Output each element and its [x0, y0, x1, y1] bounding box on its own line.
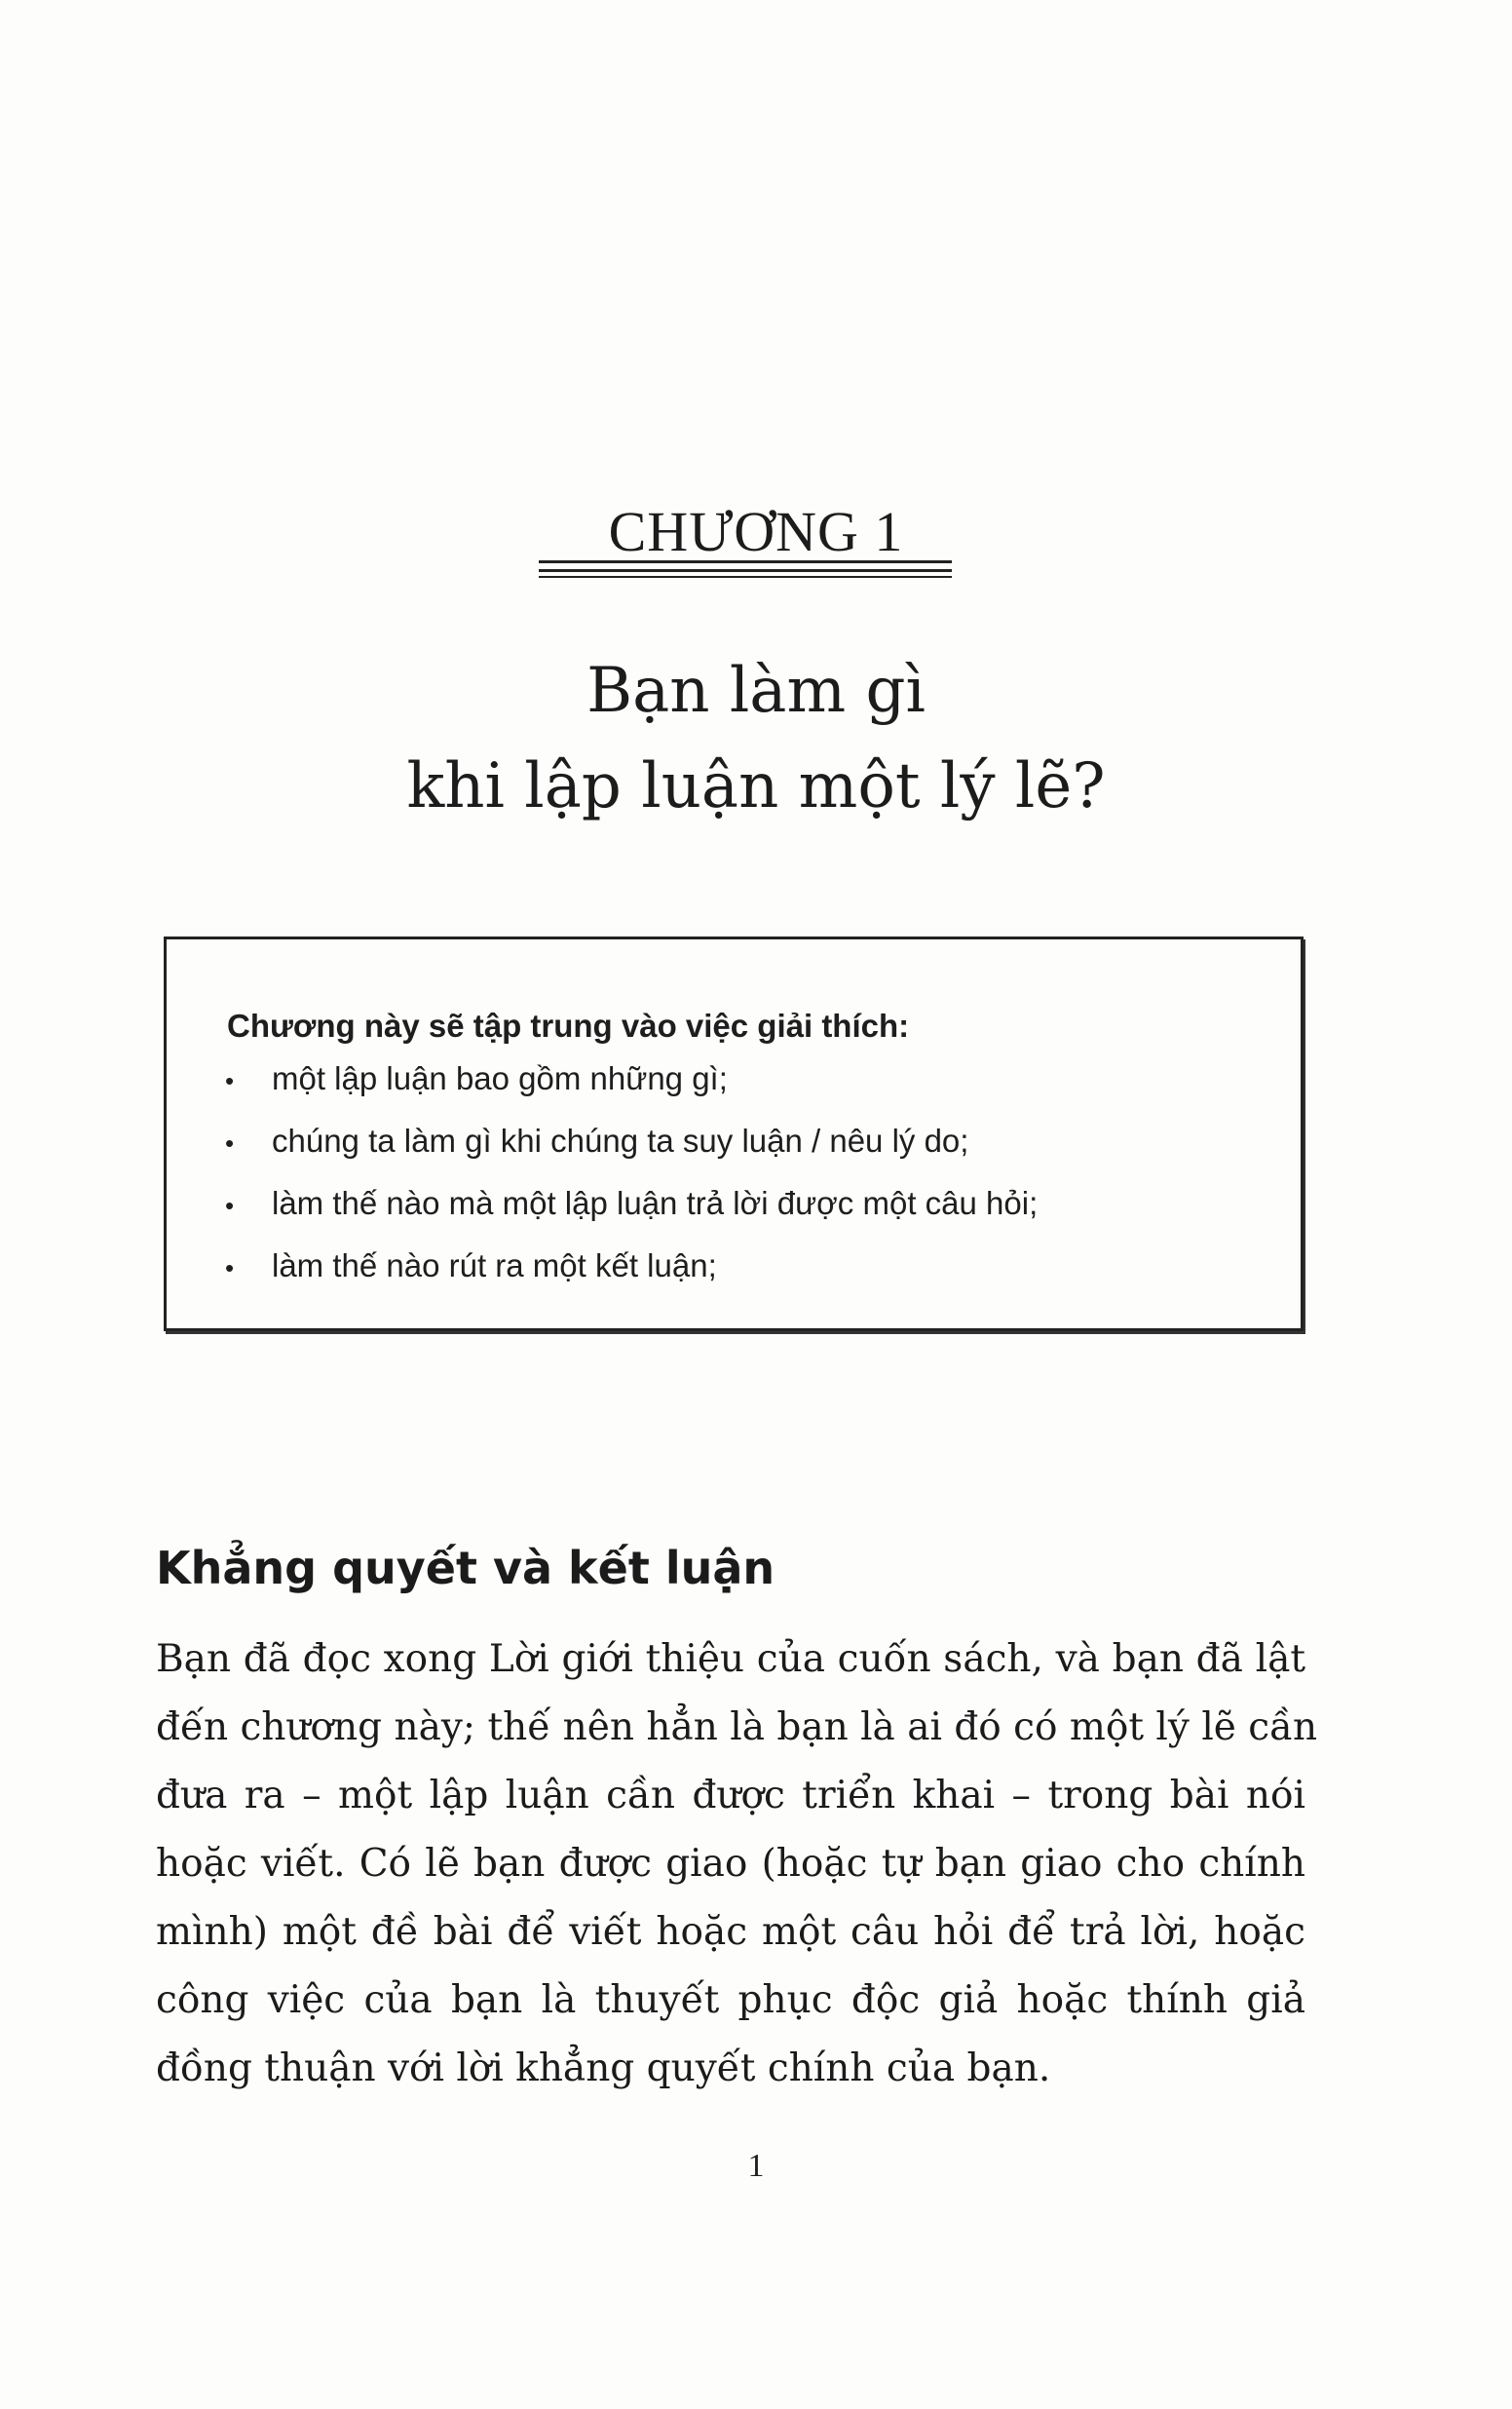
body-line: công việc của bạn là thuyết phục độc giả hoặc thính giả — [156, 1978, 1305, 2022]
bullet-icon: • — [225, 1128, 235, 1158]
page-number: 1 — [747, 2148, 765, 2184]
summary-item — [225, 1060, 1038, 1123]
bullet-icon: • — [225, 1191, 235, 1220]
summary-item — [225, 1185, 1038, 1247]
chapter-title-line: khi lập luận một lý lẽ? — [406, 750, 1106, 822]
body-line: Bạn đã đọc xong Lời giới thiệu của cuốn sách, và bạn đã lật — [156, 1637, 1305, 1681]
chapter-rule-bottom — [539, 576, 952, 578]
summary-list — [225, 1060, 1038, 1310]
summary-intro: Chương này sẽ tập trung vào việc giải thích: — [227, 1008, 910, 1044]
body-line: mình) một đề bài để viết hoặc một câu hỏi để trả lời, hoặc — [156, 1910, 1305, 1954]
summary-item-text: làm thế nào rút ra một kết luận; — [272, 1247, 717, 1283]
section-heading: Khẳng quyết và kết luận — [156, 1542, 775, 1594]
body-line: hoặc viết. Có lẽ bạn được giao (hoặc tự bạn giao cho chính — [156, 1842, 1305, 1886]
body-line: đồng thuận với lời khẳng quyết chính của bạn. — [156, 2046, 1051, 2090]
bullet-icon: • — [225, 1253, 235, 1282]
summary-item-text: làm thế nào mà một lập luận trả lời được một câu hỏi; — [272, 1185, 1039, 1221]
chapter-summary-box — [164, 937, 1304, 1331]
chapter-title — [0, 643, 1512, 834]
chapter-rule-middle — [539, 569, 952, 572]
summary-item — [225, 1123, 1038, 1185]
summary-item-text: một lập luận bao gồm những gì; — [272, 1060, 728, 1096]
summary-item — [225, 1247, 1038, 1310]
chapter-rule-top — [539, 560, 952, 563]
chapter-title-line: Bạn làm gì — [586, 655, 926, 727]
body-line: đến chương này; thế nên hẳn là bạn là ai đó có một lý lẽ cần — [156, 1705, 1318, 1749]
body-line: đưa ra – một lập luận cần được triển khai – trong bài nói — [156, 1774, 1305, 1817]
chapter-label: CHƯƠNG 1 — [608, 500, 904, 563]
bullet-icon: • — [225, 1066, 235, 1095]
body-paragraph — [156, 1625, 1318, 2103]
summary-item-text: chúng ta làm gì khi chúng ta suy luận / nêu lý do; — [272, 1123, 969, 1159]
